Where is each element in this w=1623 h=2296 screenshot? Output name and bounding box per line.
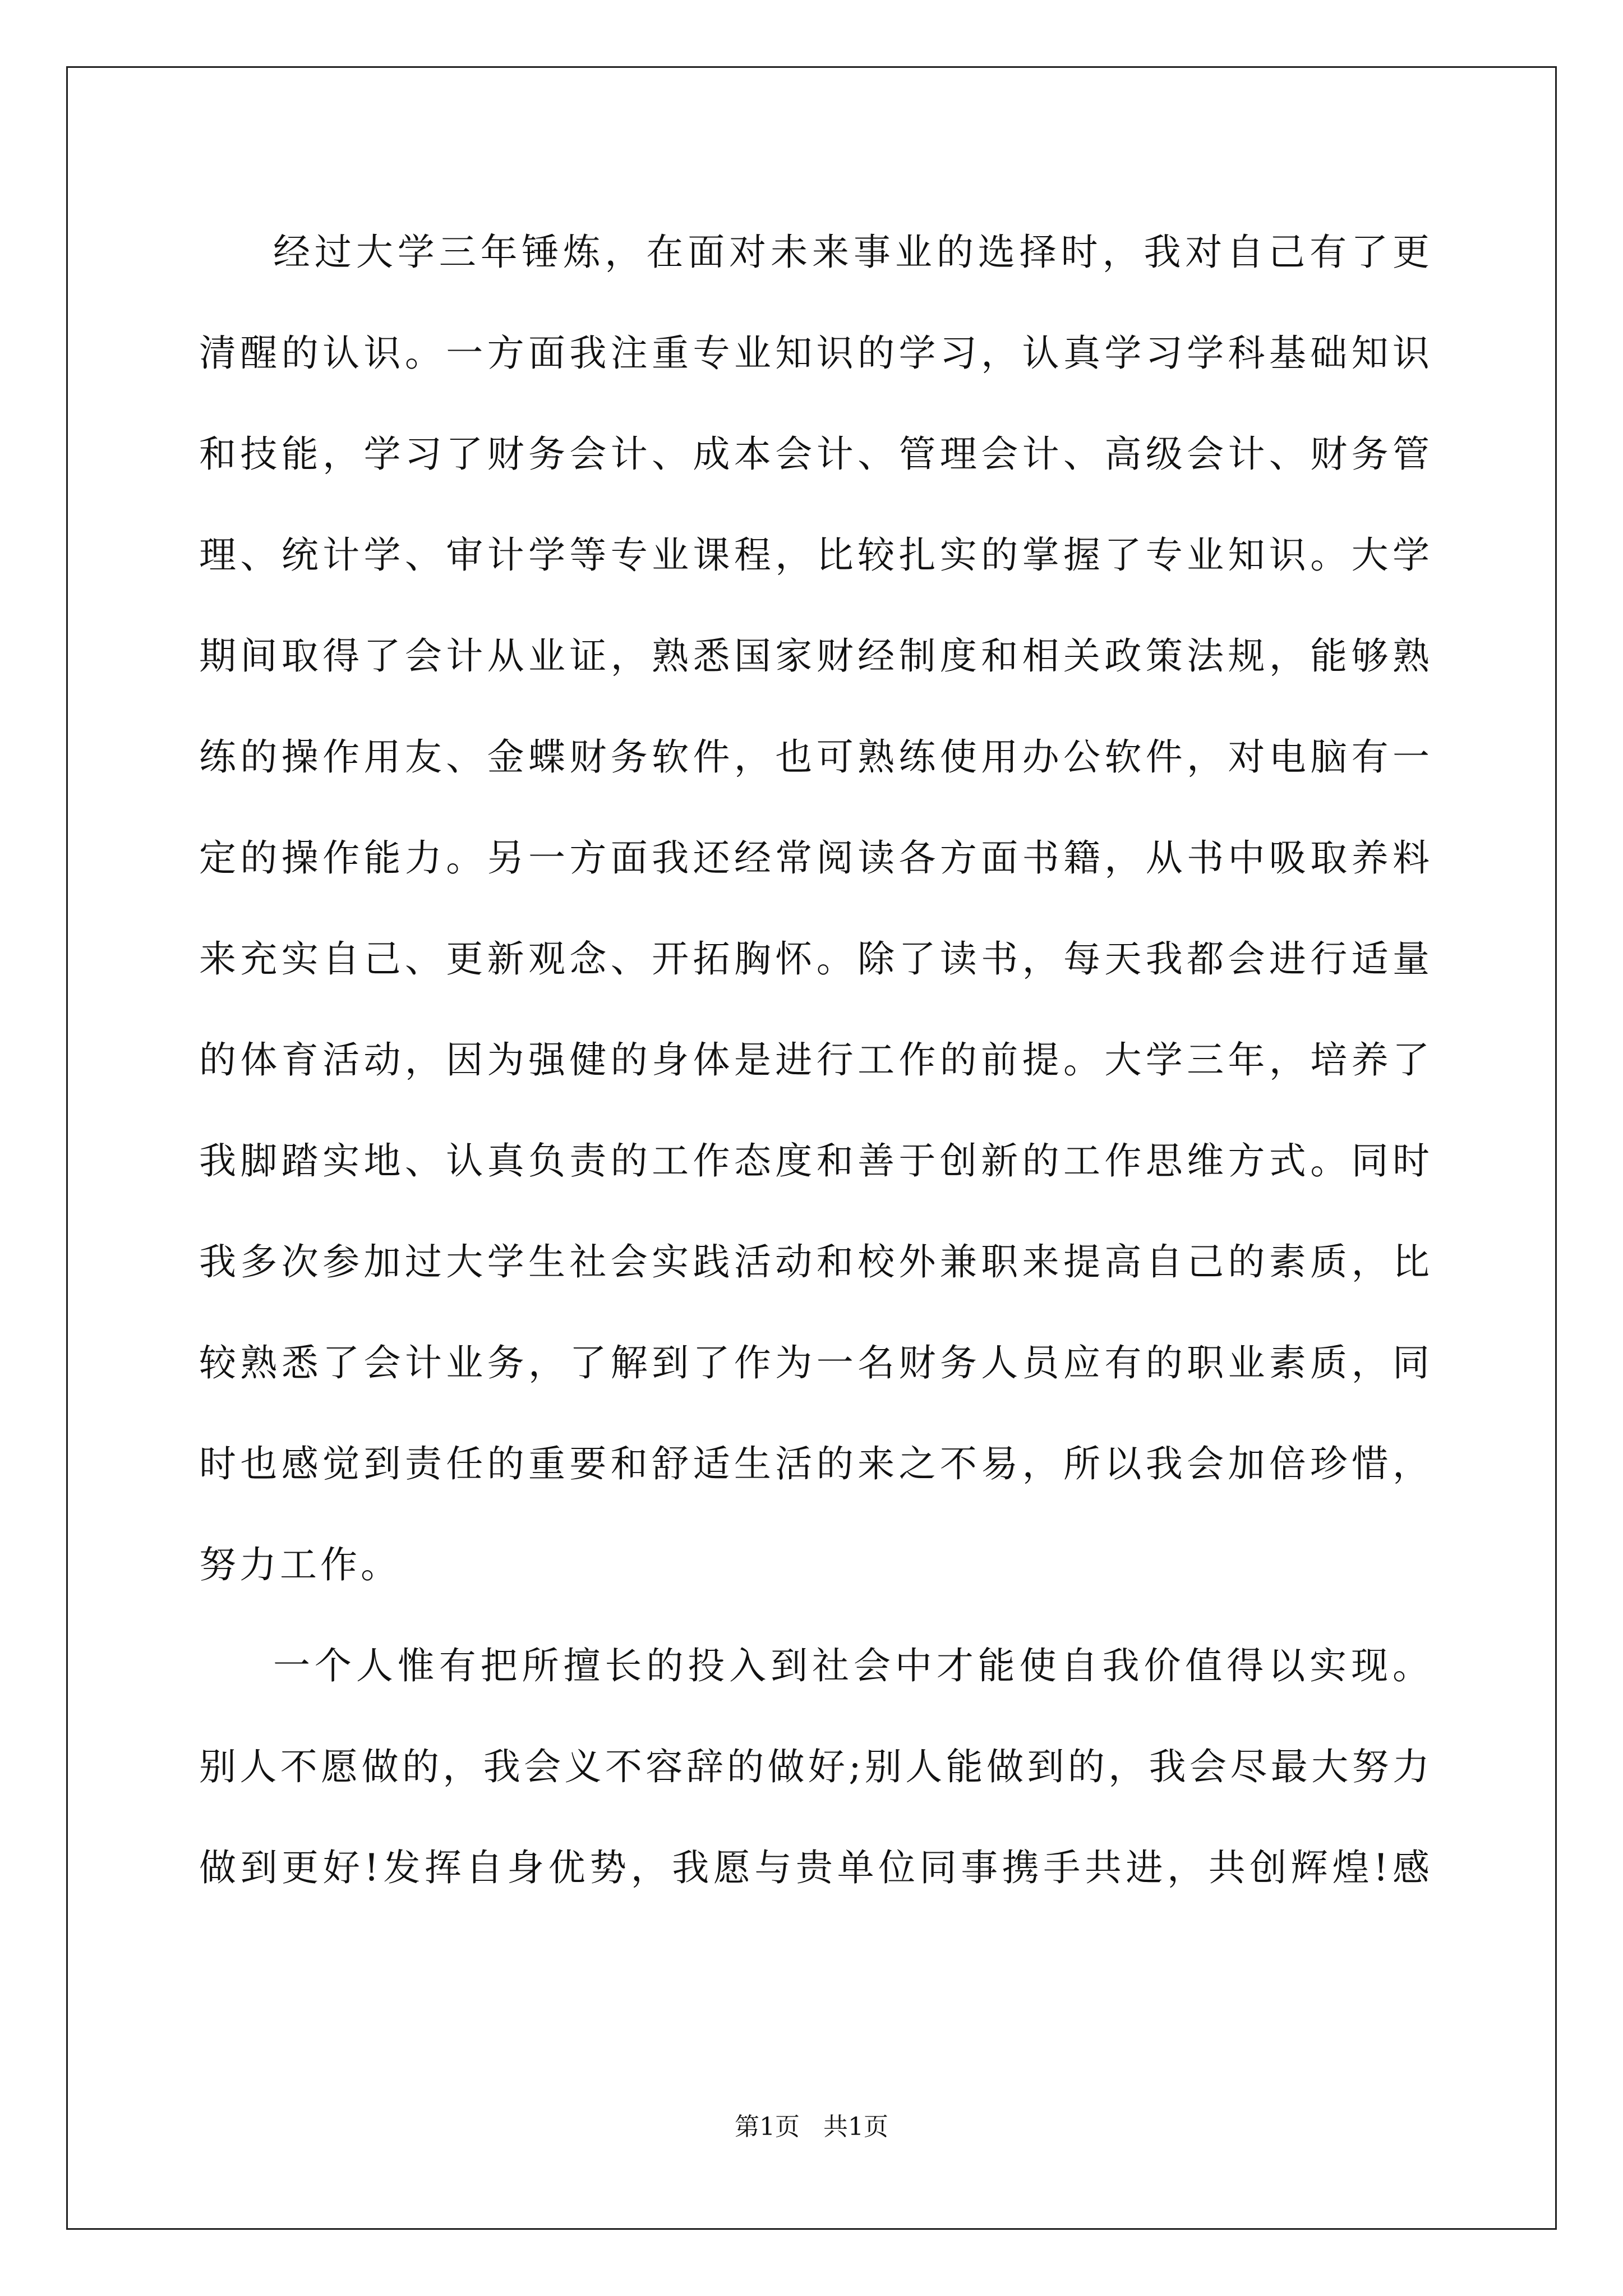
paragraph-2-line-1: 一个人惟有把所擅长的投入到社会中才能使自我价值得以实现。 xyxy=(273,1644,1433,1687)
paragraph-1-line-13: 时也感觉到责任的重要和舒适生活的来之不易，所以我会加倍珍惜， xyxy=(199,1442,1433,1485)
paragraph-1-line-8: 来充实自己、更新观念、开拓胸怀。除了读书，每天我都会进行适量 xyxy=(199,937,1433,981)
paragraph-1-line-4: 理、统计学、审计学等专业课程，比较扎实的掌握了专业知识。大学 xyxy=(199,533,1433,577)
paragraph-1-line-14: 努力工作。 xyxy=(199,1543,401,1586)
paragraph-1-line-10: 我脚踏实地、认真负责的工作态度和善于创新的工作思维方式。同时 xyxy=(199,1139,1433,1182)
paragraph-1-line-3: 和技能，学习了财务会计、成本会计、管理会计、高级会计、财务管 xyxy=(199,432,1433,476)
paragraph-2-line-2: 别人不愿做的，我会义不容辞的做好;别人能做到的，我会尽最大努力 xyxy=(199,1745,1433,1788)
paragraph-1-line-1: 经过大学三年锤炼，在面对未来事业的选择时，我对自己有了更 xyxy=(273,231,1433,274)
paragraph-1-line-5: 期间取得了会计从业证，熟悉国家财经制度和相关政策法规，能够熟 xyxy=(199,634,1433,678)
page-number-footer: 第1页 共1页 xyxy=(735,2113,888,2141)
paragraph-1-line-2: 清醒的认识。一方面我注重专业知识的学习，认真学习学科基础知识 xyxy=(199,332,1433,375)
paragraph-1-line-7: 定的操作能力。另一方面我还经常阅读各方面书籍，从书中吸取养料 xyxy=(199,836,1433,880)
paragraph-2-line-3: 做到更好!发挥自身优势，我愿与贵单位同事携手共进，共创辉煌!感 xyxy=(199,1846,1433,1889)
paragraph-1-line-11: 我多次参加过大学生社会实践活动和校外兼职来提高自己的素质，比 xyxy=(199,1240,1433,1283)
paragraph-1-line-6: 练的操作用友、金蝶财务软件，也可熟练使用办公软件，对电脑有一 xyxy=(199,735,1433,779)
paragraph-1-line-12: 较熟悉了会计业务，了解到了作为一名财务人员应有的职业素质，同 xyxy=(199,1341,1433,1384)
paragraph-1-line-9: 的体育活动，因为强健的身体是进行工作的前提。大学三年，培养了 xyxy=(199,1038,1433,1082)
